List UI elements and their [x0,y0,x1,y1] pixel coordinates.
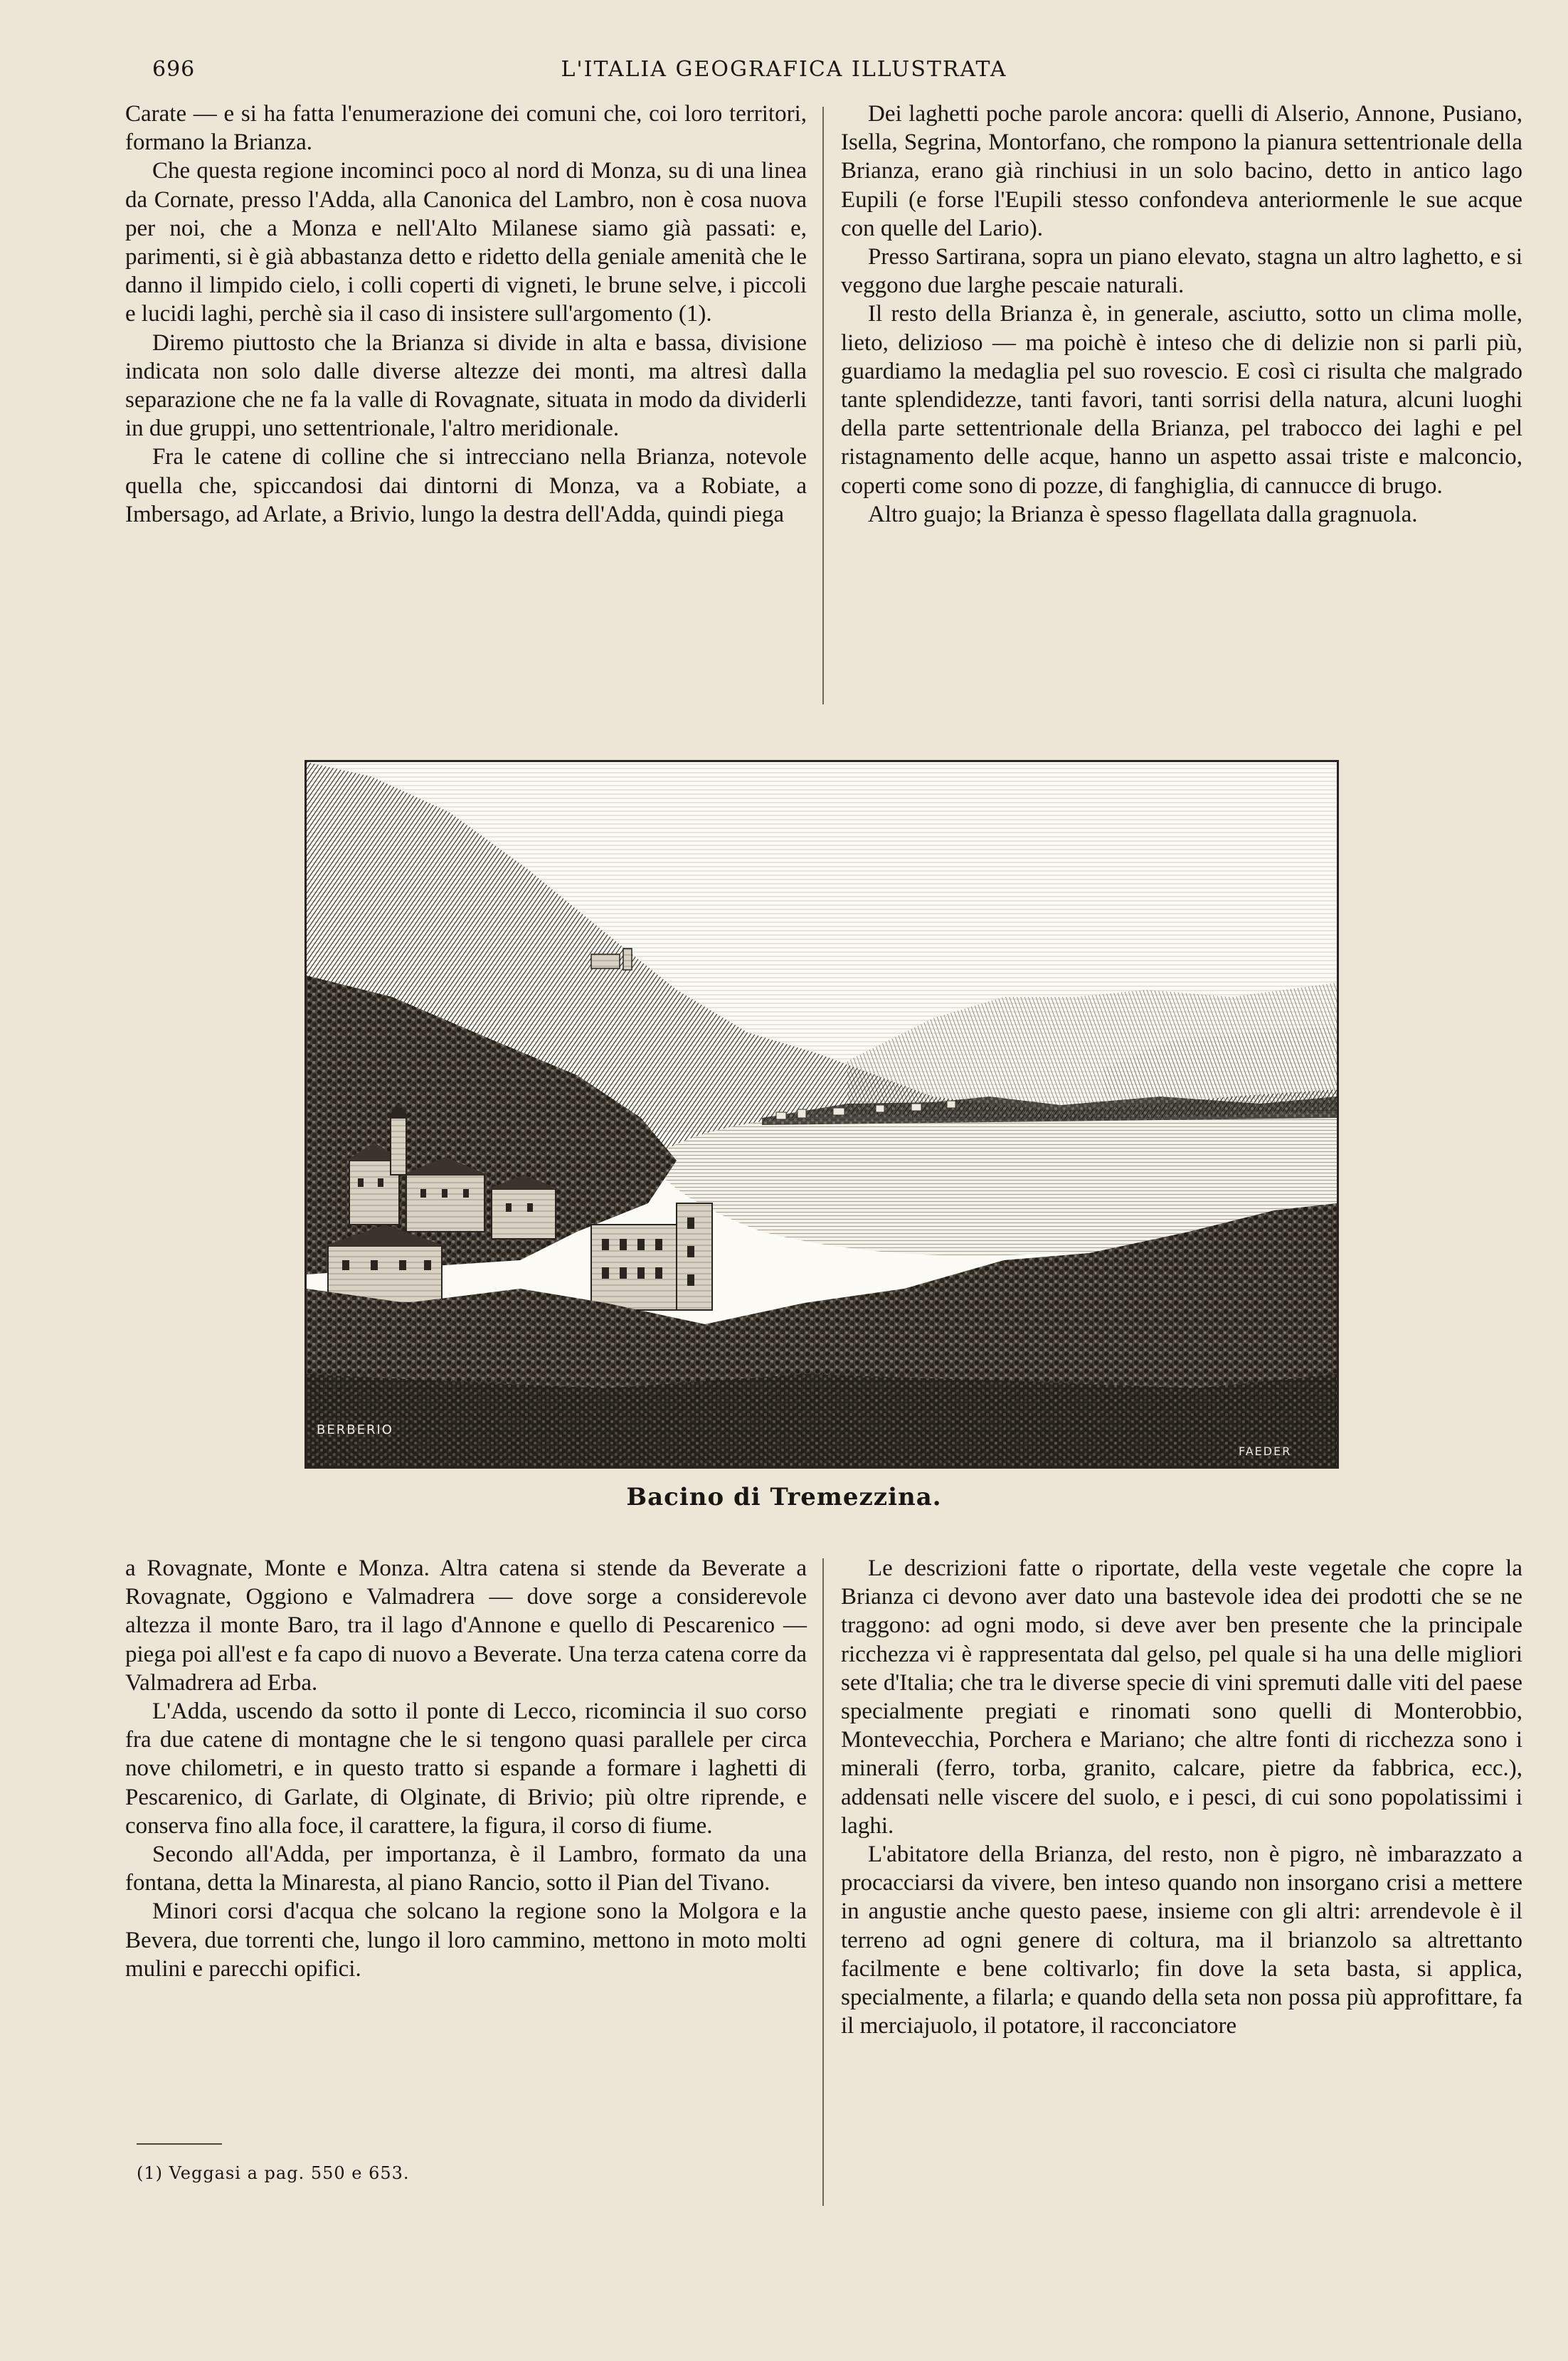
text-column-top-left [125,100,807,529]
paragraph: L'Adda, uscendo da sotto il ponte di Lecco, ricomincia il suo corso fra due catene di montagne che le si tengono quasi parallele per circa nove chilometri, e in questo tratto si espande a formare i laghetti di Pescarenico, di Garlate, di Olginate, di Brivio; più oltre riprende, e conserva fino alla foce, il carattere, la figura, il corso di fiume. [125,1699,807,1839]
paragraph: Minori corsi d'acqua che solcano la regione sono la Molgora e la Bevera, due torrenti che, lungo il loro cammino, mettono in moto molti mulini e parecchi opifici. [125,1898,807,1982]
engraver-signature-right: FAEDER [1239,1444,1292,1458]
footnote-rule [137,2143,222,2145]
paragraph: Presso Sartirana, sopra un piano elevato, stagna un altro laghetto, e si veggono due larghe pescaie naturali. [841,244,1522,299]
column-divider [822,107,824,704]
paragraph: L'abitatore della Brianza, del resto, non è pigro, nè imbarazzato a procacciarsi da vivere, ben inteso quando non insorgano crisi a mettere in angustie anche questo paese, insieme con gli altri: arrendevole è il terreno ad ogni genere di coltura, ma il brianzolo sa altrettanto facilmente e bene coltivarlo; fin dove la seta basta, si applica, specialmente, a filarla; e quando della seta non possa più approfittare, fa il merciajuolo, il potatore, il racconciatore [841,1842,1522,2039]
paragraph: Che questa regione incominci poco al nord di Monza, su di una linea da Cornate, presso l'Adda, alla Canonica del Lambro, non è cosa nuova per noi, che a Monza e nell'Alto Milanese siamo già passati: e, parimenti, si è già abbastanza detto e ridetto della geniale amenità che le danno il limpido cielo, i colli coperti di vigneti, le brune selve, i piccoli e lucidi laghi, perchè sia il caso di insistere sull'argomento (1). [125,158,807,327]
text-column-top-right [841,100,1522,529]
paragraph: Secondo all'Adda, per importanza, è il Lambro, formato da una fontana, detta la Minaresta, al piano Rancio, sotto il Pian del Tivano. [125,1842,807,1896]
paragraph: Altro guajo; la Brianza è spesso flagellata dalla gragnuola. [868,501,1418,527]
engraver-signature-left: BERBERIO [317,1422,393,1437]
running-title: L'ITALIA GEOGRAFICA ILLUSTRATA [561,57,1007,82]
paragraph: Il resto della Brianza è, in generale, asciutto, sotto un clima molle, lieto, delizioso — ma poichè è inteso che di delizie non si parli più, guardiamo la medaglia pel suo rovescio. E così ci risulta che malgrado tante splendidezze, tanti favori, tanti sorrisi della natura, alcuni luoghi della parte settentrionale della Brianza, pel trabocco dei laghi e pel ristagnamento delle acque, hanno un aspetto assai triste e malconcio, coperti come sono di pozze, di fanghiglia, di cannucce di brugo. [841,301,1522,499]
footnote: (1) Veggasi a pag. 550 e 653. [137,2163,410,2183]
text-column-bottom-left [125,1554,807,1983]
column-divider [822,1558,824,2206]
engraving-illustration [304,760,1339,1469]
figure-caption: Bacino di Tremezzina. [626,1483,942,1511]
paragraph: Fra le catene di colline che si intrecciano nella Brianza, notevole quella che, spiccandosi dai dintorni di Monza, va a Robiate, a Imbersago, ad Arlate, a Brivio, lungo la destra dell'Adda, quindi piega [125,444,807,527]
paragraph: Dei laghetti poche parole ancora: quelli di Alserio, Annone, Pusiano, Isella, Segrina, Montorfano, che rompono la pianura settentrionale della Brianza, erano già rinchiusi in un solo bacino, detto in antico lago Eupili (e forse l'Eupili stesso confondeva anteriormenle le sue acque con quelle del Lario). [841,101,1522,241]
page-number: 696 [152,57,196,82]
paragraph: Diremo piuttosto che la Brianza si divide in alta e bassa, divisione indicata non solo dalle diverse altezze dei monti, ma altresì dalla separazione che ne fa la valle di Rovagnate, situata in modo da dividerli in due gruppi, uno settentrionale, l'altro meridionale. [125,329,807,442]
paragraph: Carate — e si ha fatta l'enumerazione dei comuni che, coi loro territori, formano la Brianza. [125,101,807,156]
paragraph: Le descrizioni fatte o riportate, della veste vegetale che copre la Brianza ci devono aver dato una bastevole idea dei prodotti che se ne traggono: ad ogni modo, si deve aver ben presente che la principale ricchezza vi è rappresentata dal gelso, pel quale si ha una delle migliori sete d'Italia; che tra le diverse specie di vini spremuti dalle viti del paese specialmente pregiati e rinomati sono quelli di Monterobbio, Montevecchia, Porchera e Mariano; che altre fonti di ricchezza sono i minerali (ferro, torba, granito, calcare, pietre da fabbrica, ecc.), addensati nelle viscere del suolo, e i pesci, di cui sono popolatissimi i laghi. [841,1555,1522,1839]
text-column-bottom-right [841,1554,1522,2040]
lakeside-villa [591,1203,712,1310]
paragraph: a Rovagnate, Monte e Monza. Altra catena si stende da Beverate a Rovagnate, Oggiono e Valmadrera — dove sorge a considerevole altezza il monte Baro, tra il lago d'Annone e quello di Pescarenico — piega poi all'est e fa capo di nuovo a Beverate. Una terza catena corre da Valmadrera ad Erba. [125,1555,807,1696]
